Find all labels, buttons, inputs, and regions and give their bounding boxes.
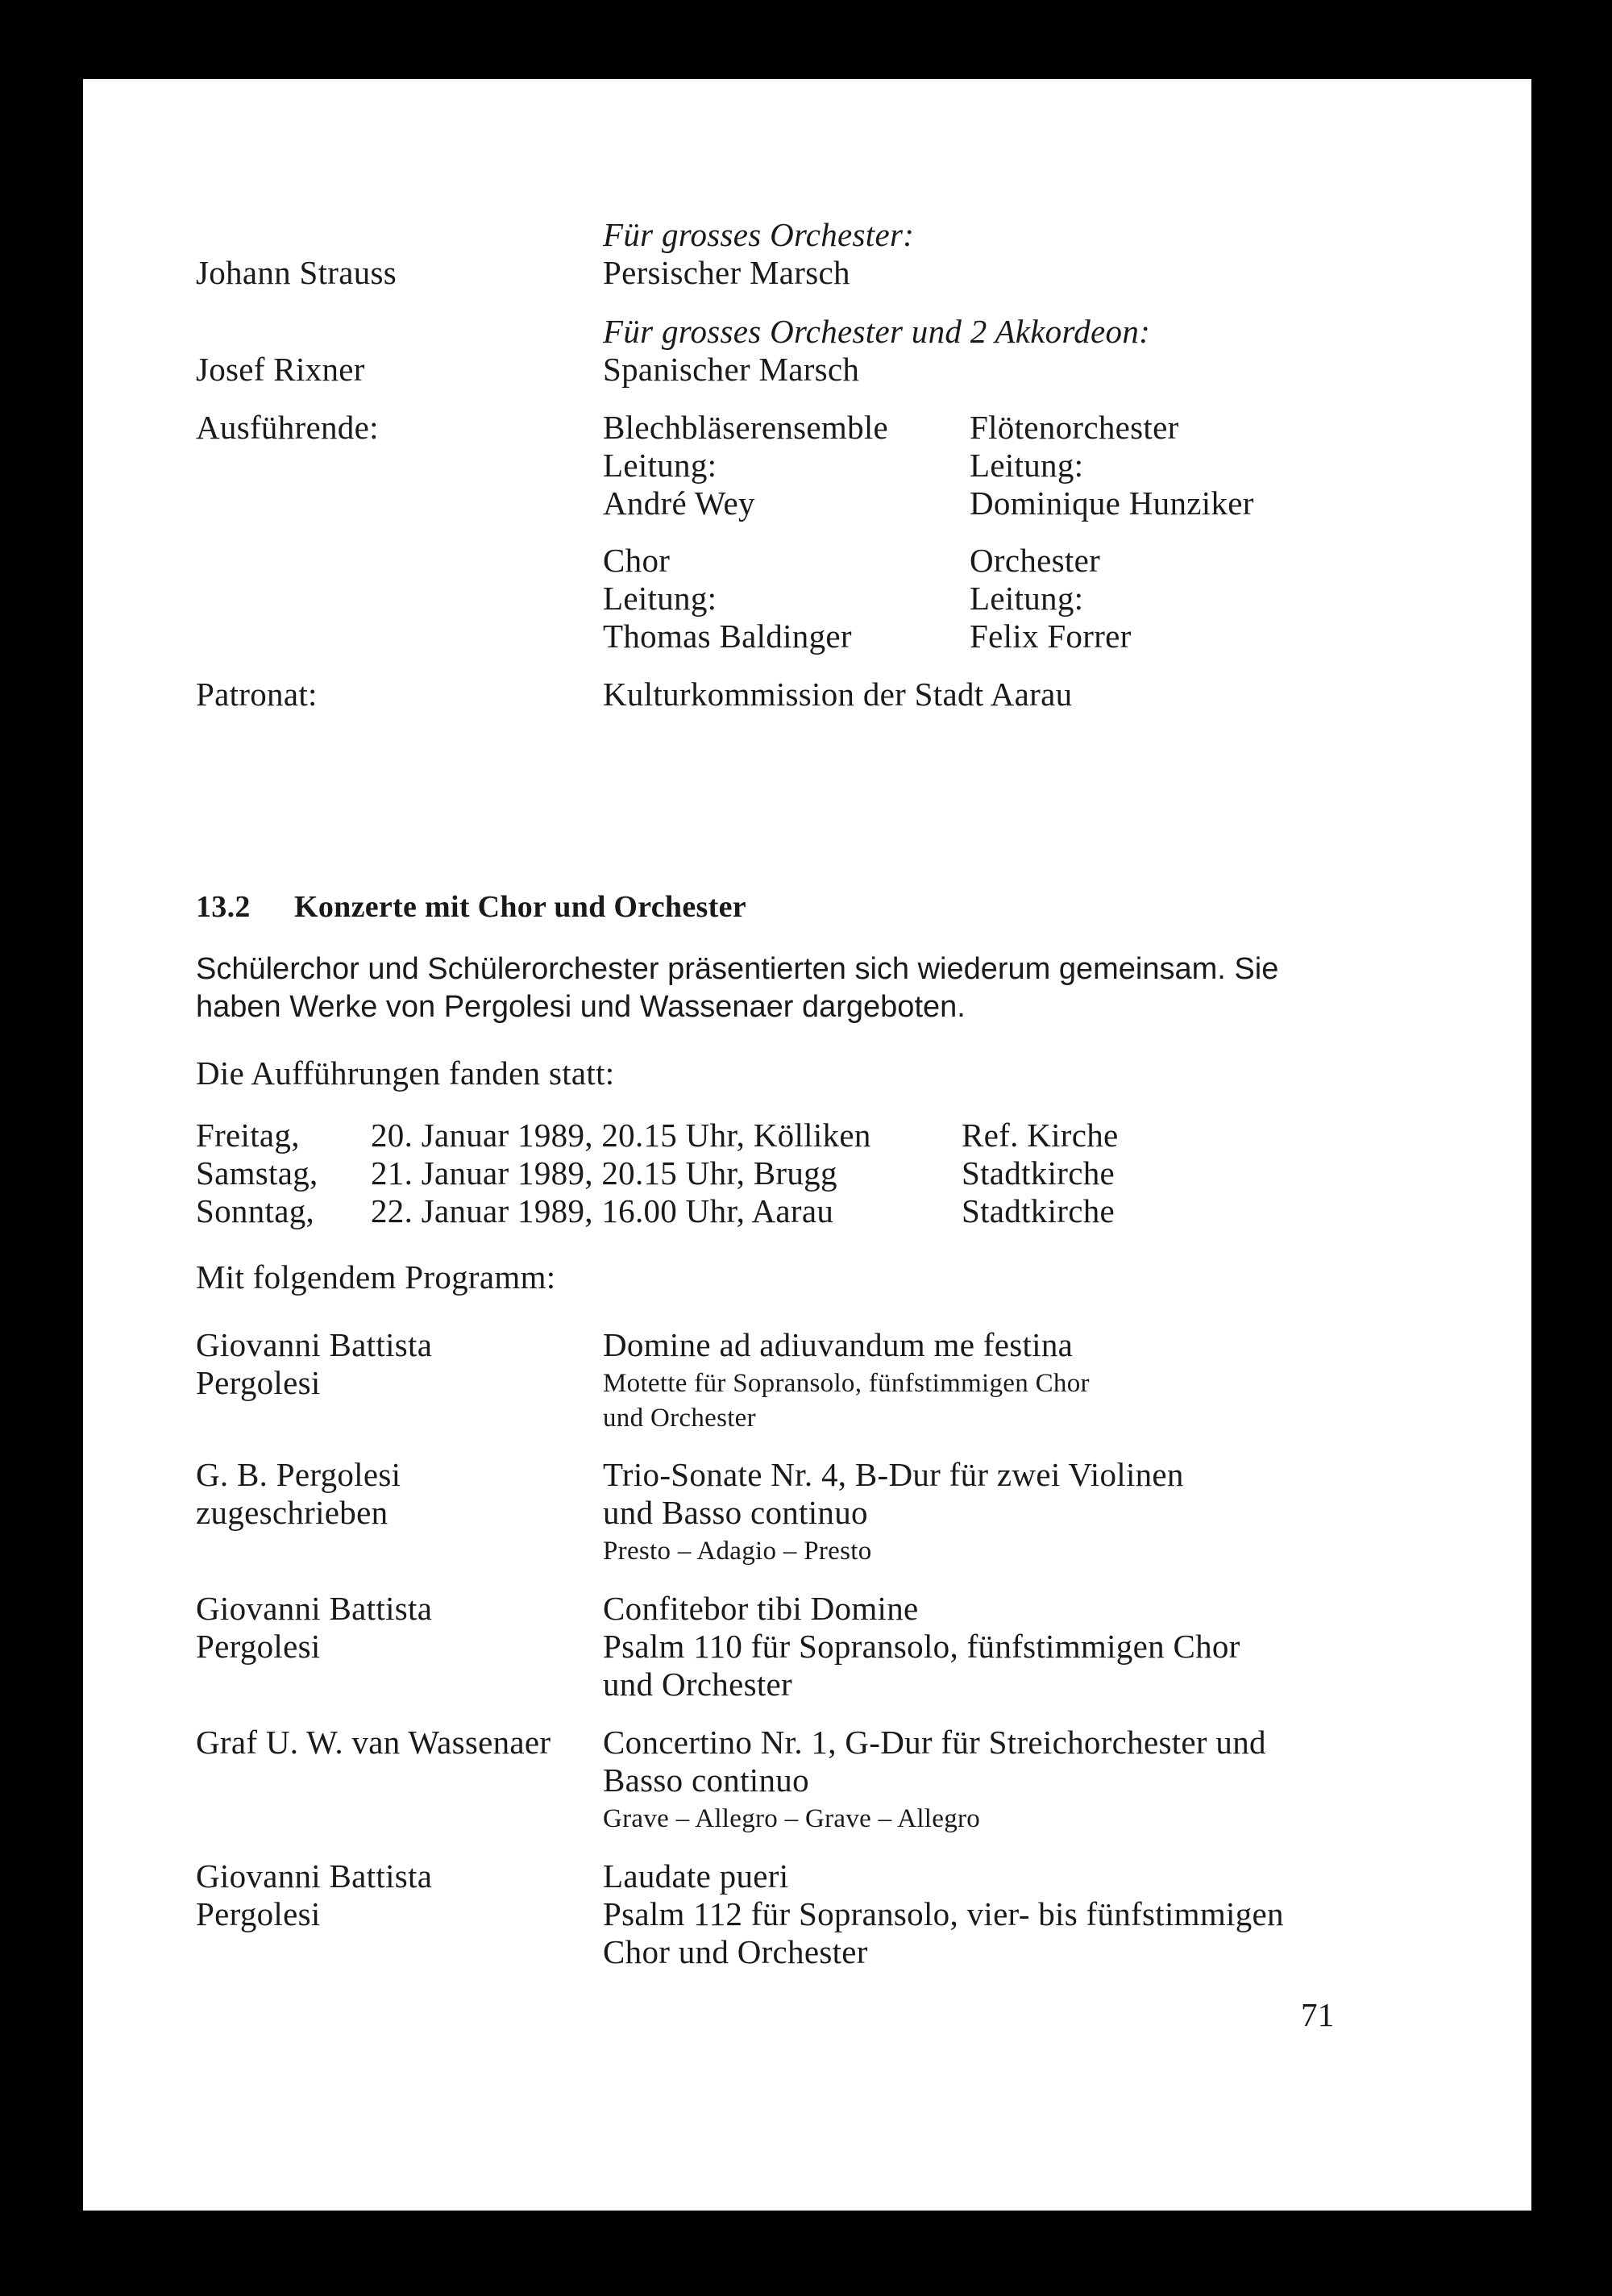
program-work: und Basso continuo [603, 1494, 868, 1531]
program-work: Psalm 110 für Sopransolo, fünfstimmigen Chor [603, 1628, 1240, 1665]
composer: Johann Strauss [196, 254, 397, 291]
patronage-label: Patronat: [196, 676, 318, 713]
date-detail: 21. Januar 1989, 20.15 Uhr, Brugg [371, 1154, 837, 1192]
program-work: Laudate pueri [603, 1857, 789, 1895]
performers-label: Ausführende: [196, 409, 379, 446]
intro-line: Schülerchor und Schülerorchester präsentierten sich wiederum gemeinsam. Sie [196, 952, 1279, 986]
program-work: Basso continuo [603, 1762, 809, 1799]
program-composer: Pergolesi [196, 1895, 321, 1932]
date-day: Samstag, [196, 1154, 318, 1192]
patronage-value: Kulturkommission der Stadt Aarau [603, 676, 1073, 713]
program-composer: zugeschrieben [196, 1494, 388, 1531]
group-leader: Dominique Hunziker [970, 485, 1254, 522]
group-lead-label: Leitung: [603, 447, 717, 484]
program-composer: G. B. Pergolesi [196, 1456, 401, 1493]
group-name: Orchester [970, 542, 1101, 579]
program-work: und Orchester [603, 1666, 793, 1703]
program-composer: Giovanni Battista [196, 1590, 433, 1627]
program-composer: Graf U. W. van Wassenaer [196, 1724, 551, 1761]
date-venue: Stadtkirche [962, 1154, 1116, 1192]
program-note: Grave – Allegro – Grave – Allegro [603, 1804, 981, 1833]
intro-line: haben Werke von Pergolesi und Wassenaer dargeboten. [196, 990, 966, 1024]
date-detail: 22. Januar 1989, 16.00 Uhr, Aarau [371, 1192, 834, 1229]
program-work: Confitebor tibi Domine [603, 1590, 919, 1627]
work-title: Spanischer Marsch [603, 351, 860, 388]
section-title: Konzerte mit Chor und Orchester [294, 890, 746, 924]
page-number: 71 [1301, 1996, 1335, 2033]
work-title: Persischer Marsch [603, 254, 850, 291]
program-work: Chor und Orchester [603, 1933, 868, 1970]
program-composer: Giovanni Battista [196, 1857, 433, 1895]
composer: Josef Rixner [196, 351, 365, 388]
group-name: Chor [603, 542, 671, 579]
group-lead-label: Leitung: [970, 447, 1084, 484]
program-work: Concertino Nr. 1, G-Dur für Streichorchester und [603, 1724, 1266, 1761]
page [83, 79, 1531, 2211]
date-day: Sonntag, [196, 1192, 315, 1229]
program-intro: Mit folgendem Programm: [196, 1258, 556, 1296]
group-leader: André Wey [603, 485, 755, 522]
program-work: Psalm 112 für Sopransolo, vier- bis fünfstimmigen [603, 1895, 1284, 1932]
program-composer: Pergolesi [196, 1628, 321, 1665]
date-detail: 20. Januar 1989, 20.15 Uhr, Kölliken [371, 1117, 871, 1154]
group-name: Flötenorchester [970, 409, 1179, 446]
group-name: Blechbläserensemble [603, 409, 889, 446]
group-lead-label: Leitung: [603, 580, 717, 617]
date-day: Freitag, [196, 1117, 300, 1154]
group-lead-label: Leitung: [970, 580, 1084, 617]
work-scoring: Für grosses Orchester und 2 Akkordeon: [603, 313, 1151, 350]
program-note: Presto – Adagio – Presto [603, 1537, 872, 1566]
program-note: und Orchester [603, 1404, 756, 1433]
section-number: 13.2 [196, 890, 251, 924]
dates-intro: Die Aufführungen fanden statt: [196, 1054, 615, 1092]
work-scoring: Für grosses Orchester: [603, 216, 915, 253]
program-composer: Pergolesi [196, 1364, 321, 1401]
date-venue: Stadtkirche [962, 1192, 1116, 1229]
program-work: Trio-Sonate Nr. 4, B-Dur für zwei Violinen [603, 1456, 1184, 1493]
program-work: Domine ad adiuvandum me festina [603, 1326, 1074, 1363]
program-note: Motette für Sopransolo, fünfstimmigen Chor [603, 1369, 1090, 1398]
group-leader: Thomas Baldinger [603, 618, 852, 655]
date-venue: Ref. Kirche [962, 1117, 1119, 1154]
group-leader: Felix Forrer [970, 618, 1132, 655]
program-composer: Giovanni Battista [196, 1326, 433, 1363]
